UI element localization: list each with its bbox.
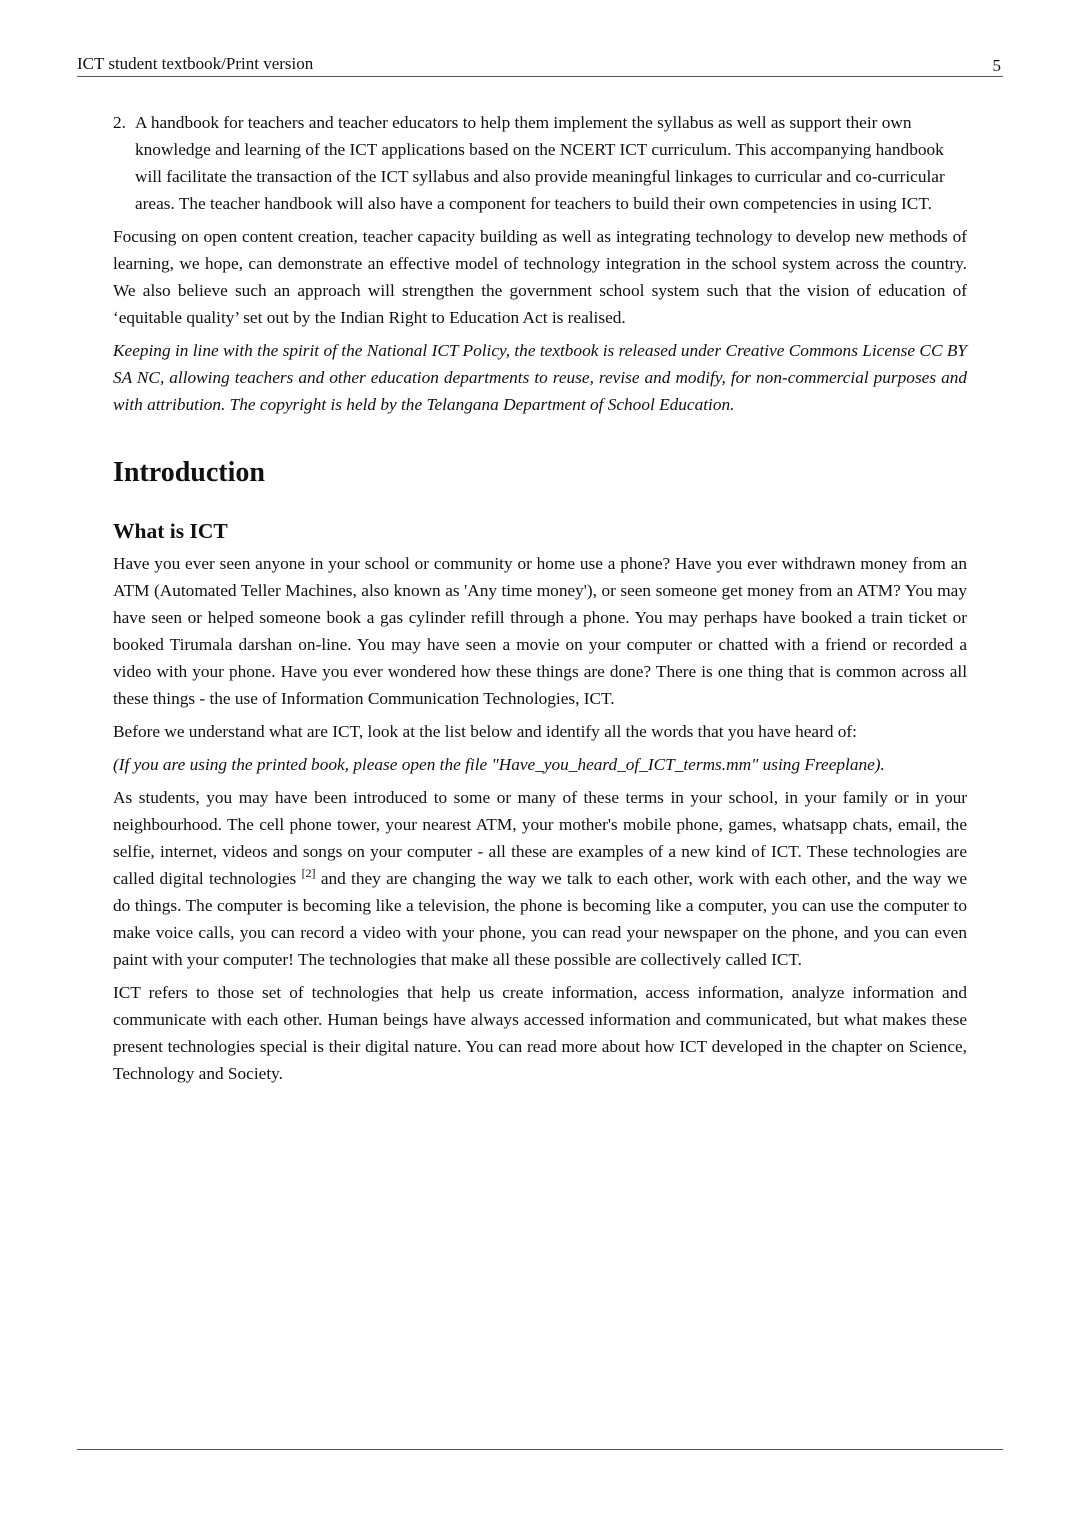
running-header	[77, 52, 1003, 77]
paragraph-have-you-seen: Have you ever seen anyone in your school or community or home use a phone? Have you ever withdrawn money from an ATM (Automated Teller Machines, also known as 'Any time money'), or seen someone get money from an ATM? You may have seen or helped someone book a gas cylinder refill through a phone. You may perhaps have booked a train ticket or booked Tirumala darshan on-line. You may have seen a movie on your computer or chatted with a friend or recorded a video with your phone. Have you ever wondered how these things are done? There is one thing that is common across all these things - the use of Information Communication Technologies, ICT.	[113, 554, 967, 708]
footer-rule	[77, 1449, 1003, 1450]
list-number: 2.	[113, 113, 126, 132]
paragraph-license: Keeping in line with the spirit of the National ICT Policy, the textbook is released under Creative Commons License CC BY SA NC, allowing teachers and other education departments to reuse, revise and modify, for non-commercial purposes and with attribution. The copyright is held by the Telangana Department of School Education.	[113, 341, 967, 414]
paragraph-before: Before we understand what are ICT, look at the list below and identify all the words that you have heard of:	[113, 722, 857, 741]
page-number: 5	[992, 56, 1001, 75]
numbered-list-item	[113, 109, 967, 217]
paragraph-freeplane-note: (If you are using the printed book, please open the file "Have_you_heard_of_ICT_terms.mm" using Freeplane).	[113, 755, 885, 774]
list-item-text: A handbook for teachers and teacher educators to help them implement the syllabus as well as support their own knowledge and learning of the ICT applications based on the NCERT ICT curriculum. This accompanying handbook will facilitate the transaction of the ICT syllabus and also provide meaningful linkages to curricular and co-curricular areas. The teacher handbook will also have a component for teachers to build their own competencies in using ICT.	[135, 113, 945, 213]
heading-introduction: Introduction	[113, 457, 265, 488]
page-content	[113, 109, 967, 1093]
citation-ref-2[interactable]: [2]	[301, 866, 316, 880]
paragraph-focusing: Focusing on open content creation, teacher capacity building as well as integrating technology to develop new methods of learning, we hope, can demonstrate an effective model of technology integration in the school system across the country. We also believe such an approach will strengthen the government school system such that the vision of education of ‘equitable quality’ set out by the Indian Right to Education Act is realised.	[113, 227, 967, 327]
paragraph-ict-refers: ICT refers to those set of technologies that help us create information, access information, analyze information and communicate with each other. Human beings have always accessed information and communicated, but what makes these present technologies special is their digital nature. You can read more about how ICT developed in the chapter on Science, Technology and Society.	[113, 983, 967, 1083]
heading-what-is-ict: What is ICT	[113, 519, 228, 543]
students-text-part2: and they are changing the way we talk to each other, work with each other, and the way we do things. The computer is becoming like a television, the phone is becoming like a computer, you can use the computer to make voice calls, you can record a video with your phone, you can read your newspaper on the phone, and you can even paint with your computer! The technologies that make all these possible are collectively called ICT.	[113, 869, 967, 969]
paragraph-students	[113, 784, 967, 973]
students-text-part1: As students, you may have been introduced to some or many of these terms in your school, in your family or in your neighbourhood. The cell phone tower, your nearest ATM, your mother's mobile phone, games, whatsapp chats, email, the selfie, internet, videos and songs on your computer - all these are examples of a new kind of ICT. These technologies are called digital technologies	[113, 788, 967, 888]
book-title: ICT student textbook/Print version	[77, 54, 314, 73]
